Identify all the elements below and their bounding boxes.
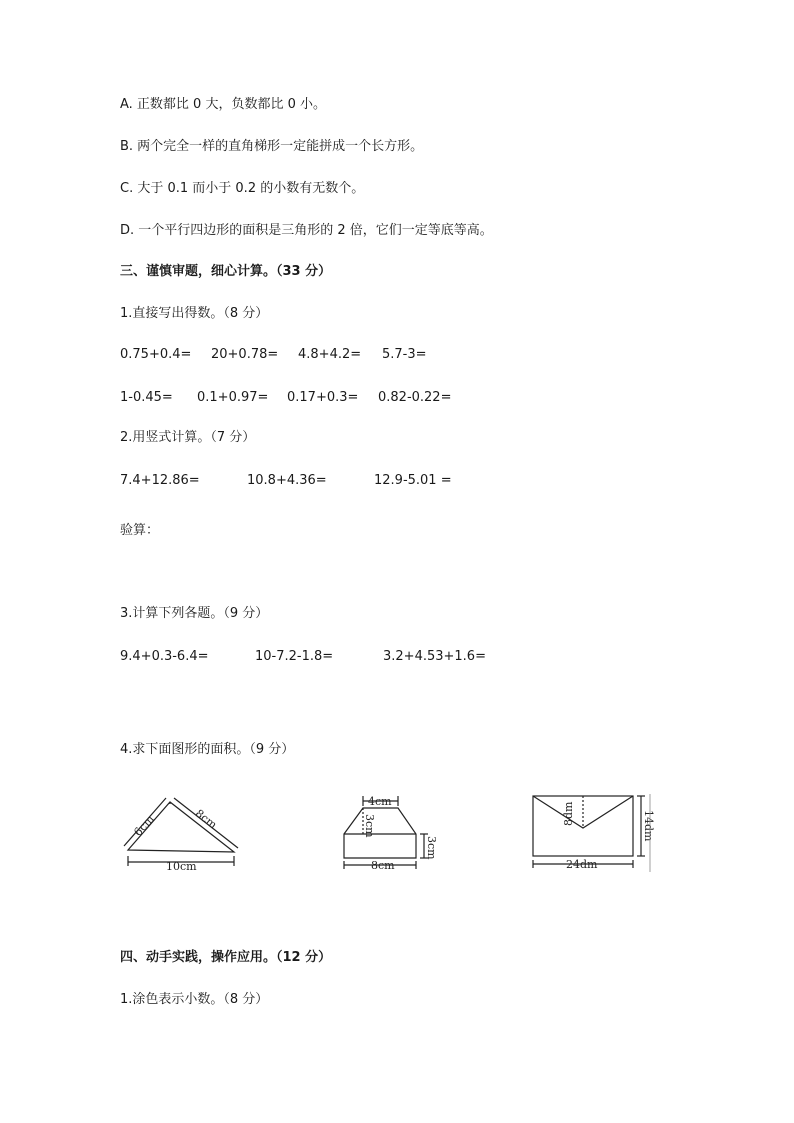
label-tri-height: 8dm: [562, 801, 575, 826]
q1-row1-item: 5.7-3=: [382, 347, 427, 362]
label-right: 8cm: [192, 806, 220, 832]
label-right: 3cm: [425, 836, 438, 860]
q1-row2-item: 0.17+0.3=: [287, 390, 359, 405]
composite-shape: [344, 808, 416, 858]
q2-item: 10.8+4.36=: [247, 473, 327, 488]
label-left: 6cm: [131, 812, 157, 839]
q2-item: 12.9-5.01 =: [374, 473, 452, 488]
section4-title: 四、动手实践，操作应用。（12 分）: [120, 950, 332, 965]
q1-row1-item: 0.75+0.4=: [120, 347, 192, 362]
q1-row2-item: 0.82-0.22=: [378, 390, 452, 405]
q3-title: 3.计算下列各题。（9 分）: [120, 606, 269, 621]
q2-title: 2.用竖式计算。（7 分）: [120, 430, 256, 445]
q3-item: 10-7.2-1.8=: [255, 649, 334, 664]
label-base: 8cm: [371, 859, 395, 872]
q1-row2-item: 1-0.45=: [120, 390, 173, 405]
rectangle-notch-figure: [528, 788, 658, 874]
label-height: 14dm: [642, 810, 655, 842]
q3-item: 3.2+4.53+1.6=: [383, 649, 486, 664]
option-c: C. 大于 0.1 而小于 0.2 的小数有无数个。: [120, 181, 365, 196]
label-top: 4cm: [368, 795, 392, 808]
option-b: B. 两个完全一样的直角梯形一定能拼成一个长方形。: [120, 139, 424, 154]
composite-figure: [338, 790, 448, 874]
option-a: A. 正数都比 0 大，负数都比 0 小。: [120, 97, 327, 112]
q1-row2-item: 0.1+0.97=: [197, 390, 269, 405]
q2-item: 7.4+12.86=: [120, 473, 200, 488]
s4-q1-title: 1.涂色表示小数。（8 分）: [120, 992, 269, 1007]
q2-row: [120, 472, 520, 490]
q1-title: 1.直接写出得数。（8 分）: [120, 306, 269, 321]
q1-row1-item: 4.8+4.2=: [298, 347, 362, 362]
check-label: 验算：: [120, 523, 160, 538]
label-inner: 3cm: [363, 814, 376, 838]
q3-item: 9.4+0.3-6.4=: [120, 649, 209, 664]
triangle-figure: [118, 790, 248, 876]
q3-row: [120, 648, 520, 666]
q1-row1-item: 20+0.78=: [211, 347, 279, 362]
label-base: 24dm: [566, 858, 598, 871]
q1-row2: [120, 389, 520, 407]
label-base: 10cm: [166, 860, 197, 873]
q4-title: 4.求下面图形的面积。（9 分）: [120, 742, 295, 757]
option-d: D. 一个平行四边形的面积是三角形的 2 倍，它们一定等底等高。: [120, 223, 493, 238]
section3-title: 三、谨慎审题，细心计算。（33 分）: [120, 264, 332, 279]
q1-row1: [120, 346, 520, 364]
